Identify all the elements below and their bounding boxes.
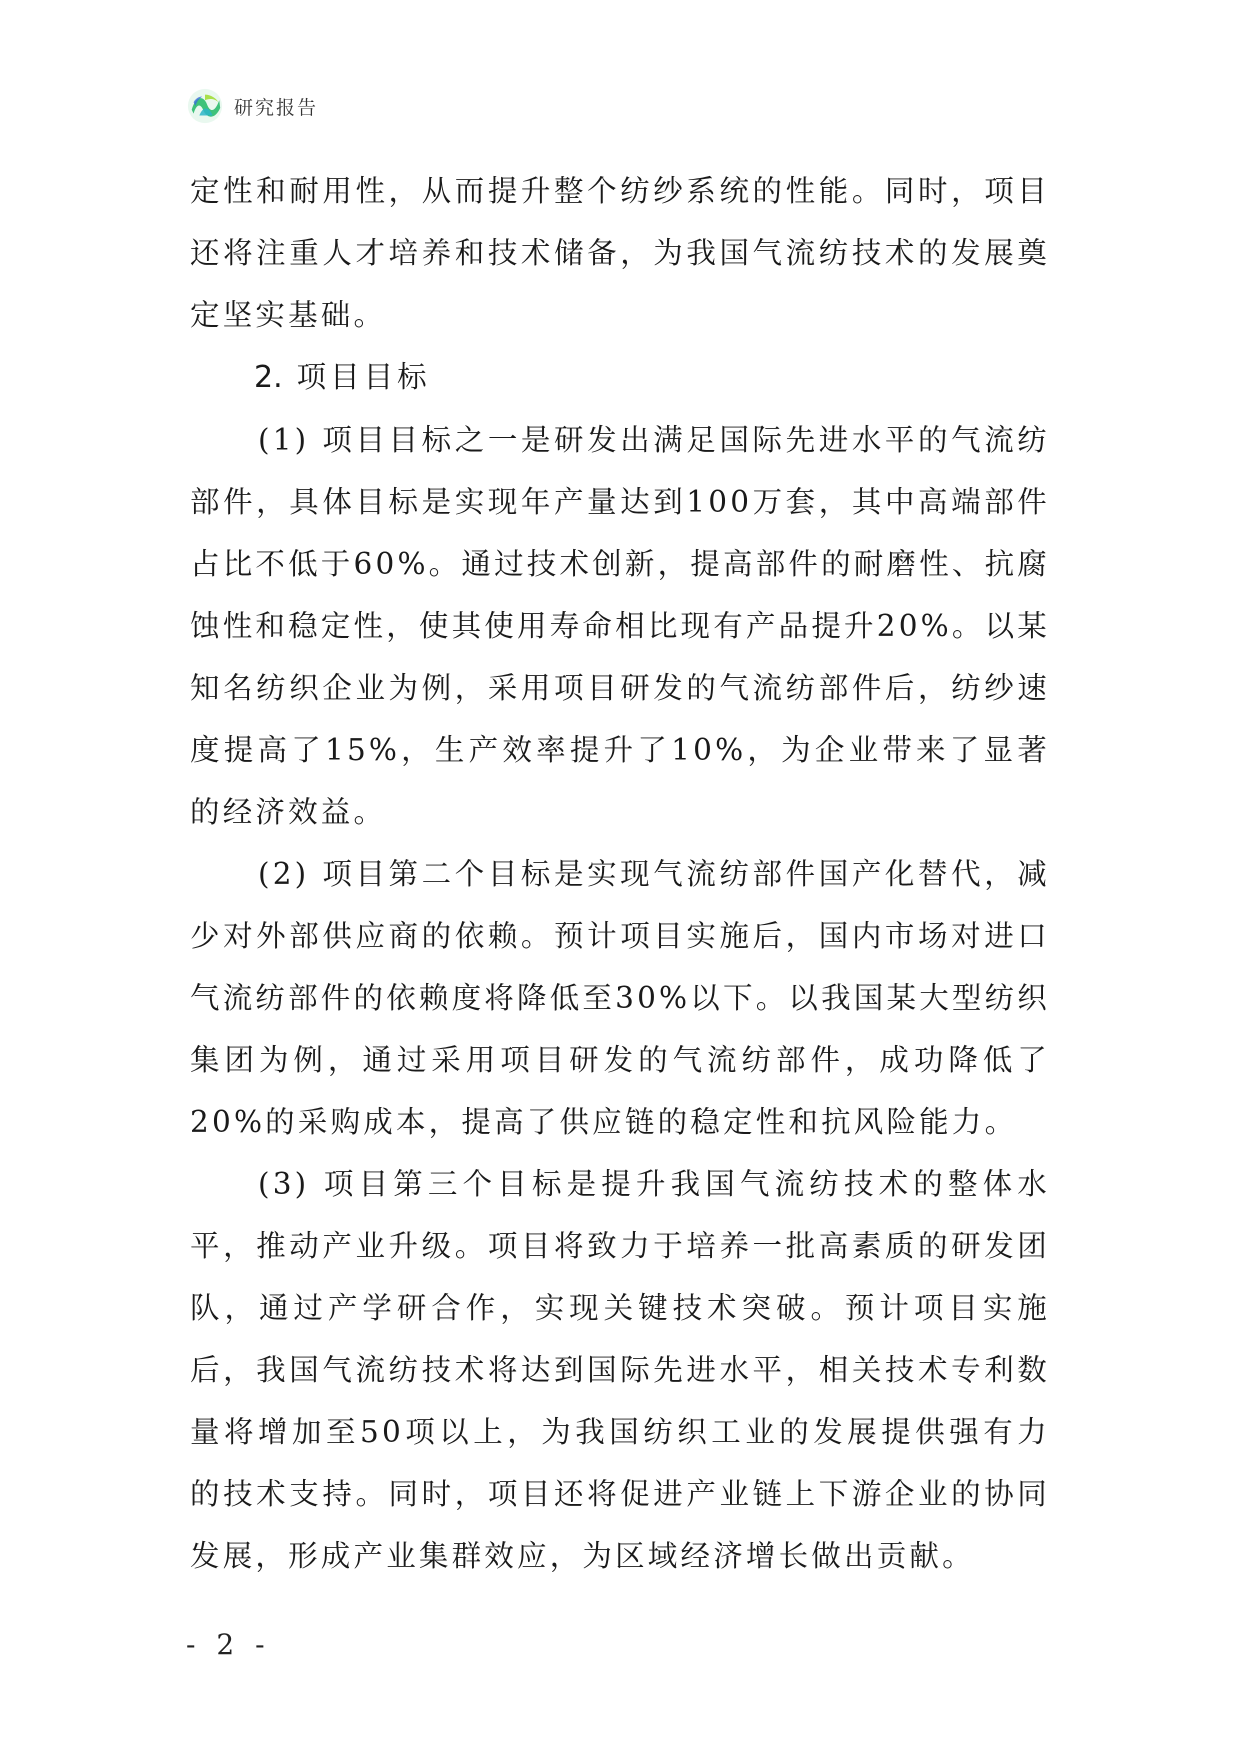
- section-number: 2.: [254, 360, 283, 395]
- report-header: [186, 86, 318, 126]
- header-title: 研究报告: [234, 96, 319, 119]
- paragraph-goal-2: (2) 项目第二个目标是实现气流纺部件国产化替代，减少对外部供应商的依赖。预计项目实施后，国内市场对进口气流纺部件的依赖度将降低至30%以下。以我国某大型纺织集团为例，通过采用项目研发的气流纺部件，成功降低了20%的采购成本，提高了供应链的稳定性和抗风险能力。: [190, 857, 1050, 1139]
- paragraph-goal-3: (3) 项目第三个目标是提升我国气流纺技术的整体水平，推动产业升级。项目将致力于培养一批高素质的研发团队，通过产学研合作，实现关键技术突破。预计项目实施后，我国气流纺技术将达到国际先进水平，相关技术专利数量将增加至50项以上，为我国纺织工业的发展提供强有力的技术支持。同时，项目还将促进产业链上下游企业的协同发展，形成产业集群效应，为区域经济增长做出贡献。: [190, 1167, 1050, 1573]
- logo-icon: [186, 87, 224, 125]
- document-body: [190, 160, 1050, 1587]
- section-heading: [190, 346, 1050, 409]
- section-title: 项目目标: [296, 360, 431, 394]
- paragraph-continuation: 定性和耐用性，从而提升整个纺纱系统的性能。同时，项目还将注重人才培养和技术储备，为我国气流纺技术的发展奠定坚实基础。: [190, 174, 1050, 332]
- paragraph-goal-1: (1) 项目目标之一是研发出满足国际先进水平的气流纺部件，具体目标是实现年产量达到100万套，其中高端部件占比不低于60%。通过技术创新，提高部件的耐磨性、抗腐蚀性和稳定性，使其使用寿命相比现有产品提升20%。以某知名纺织企业为例，采用项目研发的气流纺部件后，纺纱速度提高了15%，生产效率提升了10%，为企业带来了显著的经济效益。: [190, 423, 1050, 829]
- page-number: - 2 -: [186, 1628, 271, 1661]
